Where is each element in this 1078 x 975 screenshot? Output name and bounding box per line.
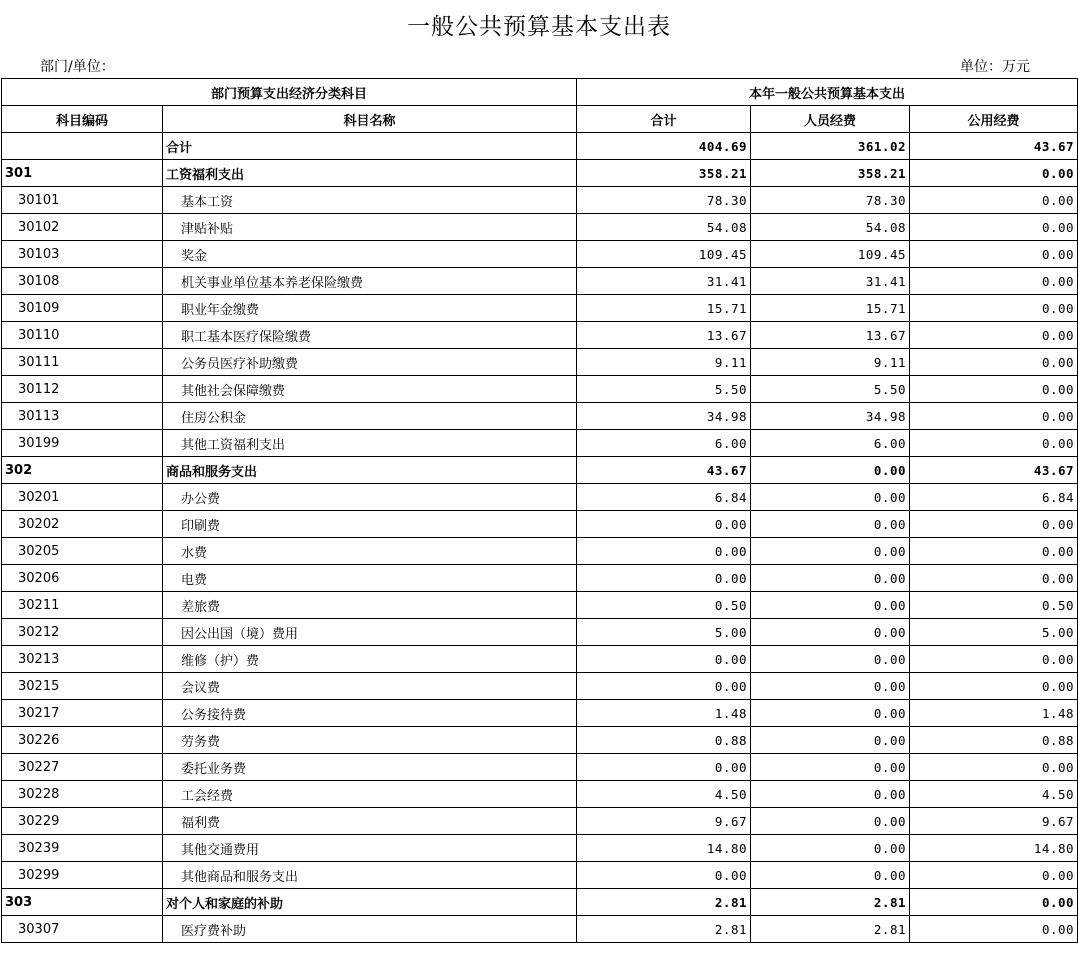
row-public: 0.00 <box>910 754 1078 781</box>
row-name: 公务接待费 <box>163 700 577 727</box>
row-code: 30108 <box>2 268 163 295</box>
table-row <box>2 619 1078 646</box>
row-public: 4.50 <box>910 781 1078 808</box>
row-total: 5.50 <box>577 376 751 403</box>
row-name: 电费 <box>163 565 577 592</box>
row-personnel: 0.00 <box>751 457 910 484</box>
row-public: 43.67 <box>910 457 1078 484</box>
row-public: 0.50 <box>910 592 1078 619</box>
row-code: 30110 <box>2 322 163 349</box>
row-total: 2.81 <box>577 916 751 943</box>
row-public: 14.80 <box>910 835 1078 862</box>
table-row <box>2 862 1078 889</box>
table-row <box>2 835 1078 862</box>
row-public: 0.00 <box>910 322 1078 349</box>
row-code: 30227 <box>2 754 163 781</box>
row-personnel: 2.81 <box>751 889 910 916</box>
table-row <box>2 916 1078 943</box>
row-total: 0.88 <box>577 727 751 754</box>
row-name: 职业年金缴费 <box>163 295 577 322</box>
table-row <box>2 511 1078 538</box>
row-public: 1.48 <box>910 700 1078 727</box>
table-row <box>2 754 1078 781</box>
row-personnel: 6.00 <box>751 430 910 457</box>
row-total: 6.00 <box>577 430 751 457</box>
row-code: 30239 <box>2 835 163 862</box>
row-public: 0.00 <box>910 673 1078 700</box>
row-code: 30103 <box>2 241 163 268</box>
row-total: 0.00 <box>577 511 751 538</box>
row-public: 0.00 <box>910 565 1078 592</box>
row-code <box>2 133 163 160</box>
row-name: 其他交通费用 <box>163 835 577 862</box>
row-name: 津贴补贴 <box>163 214 577 241</box>
row-personnel: 0.00 <box>751 754 910 781</box>
row-code: 30202 <box>2 511 163 538</box>
table-row <box>2 484 1078 511</box>
row-personnel: 9.11 <box>751 349 910 376</box>
table-row <box>2 376 1078 403</box>
row-name: 住房公积金 <box>163 403 577 430</box>
table-row <box>2 673 1078 700</box>
row-personnel: 0.00 <box>751 700 910 727</box>
row-name: 会议费 <box>163 673 577 700</box>
row-total: 0.00 <box>577 673 751 700</box>
row-code: 301 <box>2 160 163 187</box>
header-total: 合计 <box>577 106 751 133</box>
header-column-row <box>2 106 1078 133</box>
table-row <box>2 295 1078 322</box>
row-code: 30205 <box>2 538 163 565</box>
row-personnel: 109.45 <box>751 241 910 268</box>
row-code: 30307 <box>2 916 163 943</box>
row-personnel: 0.00 <box>751 511 910 538</box>
row-name: 商品和服务支出 <box>163 457 577 484</box>
row-public: 0.88 <box>910 727 1078 754</box>
row-personnel: 2.81 <box>751 916 910 943</box>
row-code: 30199 <box>2 430 163 457</box>
row-public: 0.00 <box>910 511 1078 538</box>
row-code: 30101 <box>2 187 163 214</box>
table-row <box>2 592 1078 619</box>
row-public: 0.00 <box>910 376 1078 403</box>
row-code: 30217 <box>2 700 163 727</box>
table-row <box>2 187 1078 214</box>
row-name: 其他商品和服务支出 <box>163 862 577 889</box>
row-personnel: 0.00 <box>751 835 910 862</box>
row-code: 30113 <box>2 403 163 430</box>
row-code: 303 <box>2 889 163 916</box>
row-personnel: 0.00 <box>751 862 910 889</box>
table-row <box>2 430 1078 457</box>
table-row <box>2 268 1078 295</box>
row-total: 34.98 <box>577 403 751 430</box>
row-name: 公务员医疗补助缴费 <box>163 349 577 376</box>
table-row <box>2 457 1078 484</box>
row-personnel: 361.02 <box>751 133 910 160</box>
header-group-row <box>2 79 1078 106</box>
row-total: 78.30 <box>577 187 751 214</box>
row-public: 0.00 <box>910 403 1078 430</box>
row-code: 30226 <box>2 727 163 754</box>
row-total: 9.11 <box>577 349 751 376</box>
row-total: 0.00 <box>577 538 751 565</box>
table-row <box>2 700 1078 727</box>
table-row <box>2 322 1078 349</box>
row-personnel: 0.00 <box>751 727 910 754</box>
row-public: 0.00 <box>910 241 1078 268</box>
row-total: 109.45 <box>577 241 751 268</box>
row-personnel: 0.00 <box>751 619 910 646</box>
row-personnel: 0.00 <box>751 484 910 511</box>
row-public: 0.00 <box>910 889 1078 916</box>
row-personnel: 31.41 <box>751 268 910 295</box>
table-row <box>2 646 1078 673</box>
row-total: 31.41 <box>577 268 751 295</box>
row-name: 维修（护）费 <box>163 646 577 673</box>
row-name: 办公费 <box>163 484 577 511</box>
row-code: 30229 <box>2 808 163 835</box>
row-total: 5.00 <box>577 619 751 646</box>
row-total: 43.67 <box>577 457 751 484</box>
row-total: 14.80 <box>577 835 751 862</box>
row-public: 0.00 <box>910 349 1078 376</box>
row-total: 4.50 <box>577 781 751 808</box>
table-row <box>2 565 1078 592</box>
header-basic-expenditure: 本年一般公共预算基本支出 <box>577 79 1078 106</box>
row-name: 其他社会保障缴费 <box>163 376 577 403</box>
row-code: 30102 <box>2 214 163 241</box>
row-personnel: 0.00 <box>751 673 910 700</box>
table-row <box>2 403 1078 430</box>
row-total: 54.08 <box>577 214 751 241</box>
row-code: 30212 <box>2 619 163 646</box>
row-name: 劳务费 <box>163 727 577 754</box>
row-name: 印刷费 <box>163 511 577 538</box>
row-personnel: 0.00 <box>751 781 910 808</box>
row-code: 30109 <box>2 295 163 322</box>
row-public: 6.84 <box>910 484 1078 511</box>
row-code: 30215 <box>2 673 163 700</box>
row-name: 对个人和家庭的补助 <box>163 889 577 916</box>
table-row <box>2 889 1078 916</box>
row-personnel: 78.30 <box>751 187 910 214</box>
row-code: 30299 <box>2 862 163 889</box>
row-total: 9.67 <box>577 808 751 835</box>
table-row <box>2 133 1078 160</box>
row-code: 302 <box>2 457 163 484</box>
row-personnel: 34.98 <box>751 403 910 430</box>
row-name: 其他工资福利支出 <box>163 430 577 457</box>
table-row <box>2 160 1078 187</box>
row-name: 机关事业单位基本养老保险缴费 <box>163 268 577 295</box>
row-total: 358.21 <box>577 160 751 187</box>
row-total: 1.48 <box>577 700 751 727</box>
row-total: 2.81 <box>577 889 751 916</box>
row-total: 0.00 <box>577 754 751 781</box>
header-code: 科目编码 <box>2 106 163 133</box>
row-public: 0.00 <box>910 268 1078 295</box>
unit-label: 单位：万元 <box>960 59 1030 75</box>
row-personnel: 0.00 <box>751 646 910 673</box>
row-public: 5.00 <box>910 619 1078 646</box>
row-name: 基本工资 <box>163 187 577 214</box>
table-row <box>2 781 1078 808</box>
row-total: 0.00 <box>577 565 751 592</box>
row-total: 6.84 <box>577 484 751 511</box>
row-name: 奖金 <box>163 241 577 268</box>
row-public: 0.00 <box>910 862 1078 889</box>
header-personnel: 人员经费 <box>751 106 910 133</box>
row-code: 30111 <box>2 349 163 376</box>
table-row <box>2 214 1078 241</box>
row-name: 因公出国（境）费用 <box>163 619 577 646</box>
row-code: 30201 <box>2 484 163 511</box>
row-public: 0.00 <box>910 646 1078 673</box>
row-code: 30213 <box>2 646 163 673</box>
table-row <box>2 727 1078 754</box>
row-public: 0.00 <box>910 538 1078 565</box>
row-public: 0.00 <box>910 214 1078 241</box>
row-code: 30211 <box>2 592 163 619</box>
row-name: 工资福利支出 <box>163 160 577 187</box>
row-public: 0.00 <box>910 295 1078 322</box>
row-name: 福利费 <box>163 808 577 835</box>
row-total: 0.00 <box>577 862 751 889</box>
row-code: 30228 <box>2 781 163 808</box>
row-personnel: 0.00 <box>751 592 910 619</box>
table-row <box>2 349 1078 376</box>
row-public: 0.00 <box>910 430 1078 457</box>
header-public: 公用经费 <box>910 106 1078 133</box>
row-total: 0.00 <box>577 646 751 673</box>
row-public: 0.00 <box>910 916 1078 943</box>
row-personnel: 13.67 <box>751 322 910 349</box>
row-personnel: 5.50 <box>751 376 910 403</box>
row-personnel: 0.00 <box>751 808 910 835</box>
row-personnel: 54.08 <box>751 214 910 241</box>
row-name: 工会经费 <box>163 781 577 808</box>
row-personnel: 0.00 <box>751 538 910 565</box>
row-total: 404.69 <box>577 133 751 160</box>
table-row <box>2 538 1078 565</box>
row-personnel: 0.00 <box>751 565 910 592</box>
row-name: 差旅费 <box>163 592 577 619</box>
row-total: 15.71 <box>577 295 751 322</box>
row-name: 合计 <box>163 133 577 160</box>
row-personnel: 15.71 <box>751 295 910 322</box>
row-name: 医疗费补助 <box>163 916 577 943</box>
page-title: 一般公共预算基本支出表 <box>407 14 671 40</box>
table-row <box>2 241 1078 268</box>
row-public: 43.67 <box>910 133 1078 160</box>
row-personnel: 358.21 <box>751 160 910 187</box>
row-name: 水费 <box>163 538 577 565</box>
row-name: 委托业务费 <box>163 754 577 781</box>
row-total: 0.50 <box>577 592 751 619</box>
table-row <box>2 808 1078 835</box>
table-body <box>2 133 1078 943</box>
row-code: 30206 <box>2 565 163 592</box>
budget-table <box>1 78 1078 943</box>
row-name: 职工基本医疗保险缴费 <box>163 322 577 349</box>
header-name: 科目名称 <box>163 106 577 133</box>
row-code: 30112 <box>2 376 163 403</box>
department-label: 部门/单位： <box>40 59 115 75</box>
row-public: 9.67 <box>910 808 1078 835</box>
header-economic-classification: 部门预算支出经济分类科目 <box>2 79 577 106</box>
row-total: 13.67 <box>577 322 751 349</box>
row-public: 0.00 <box>910 187 1078 214</box>
row-public: 0.00 <box>910 160 1078 187</box>
